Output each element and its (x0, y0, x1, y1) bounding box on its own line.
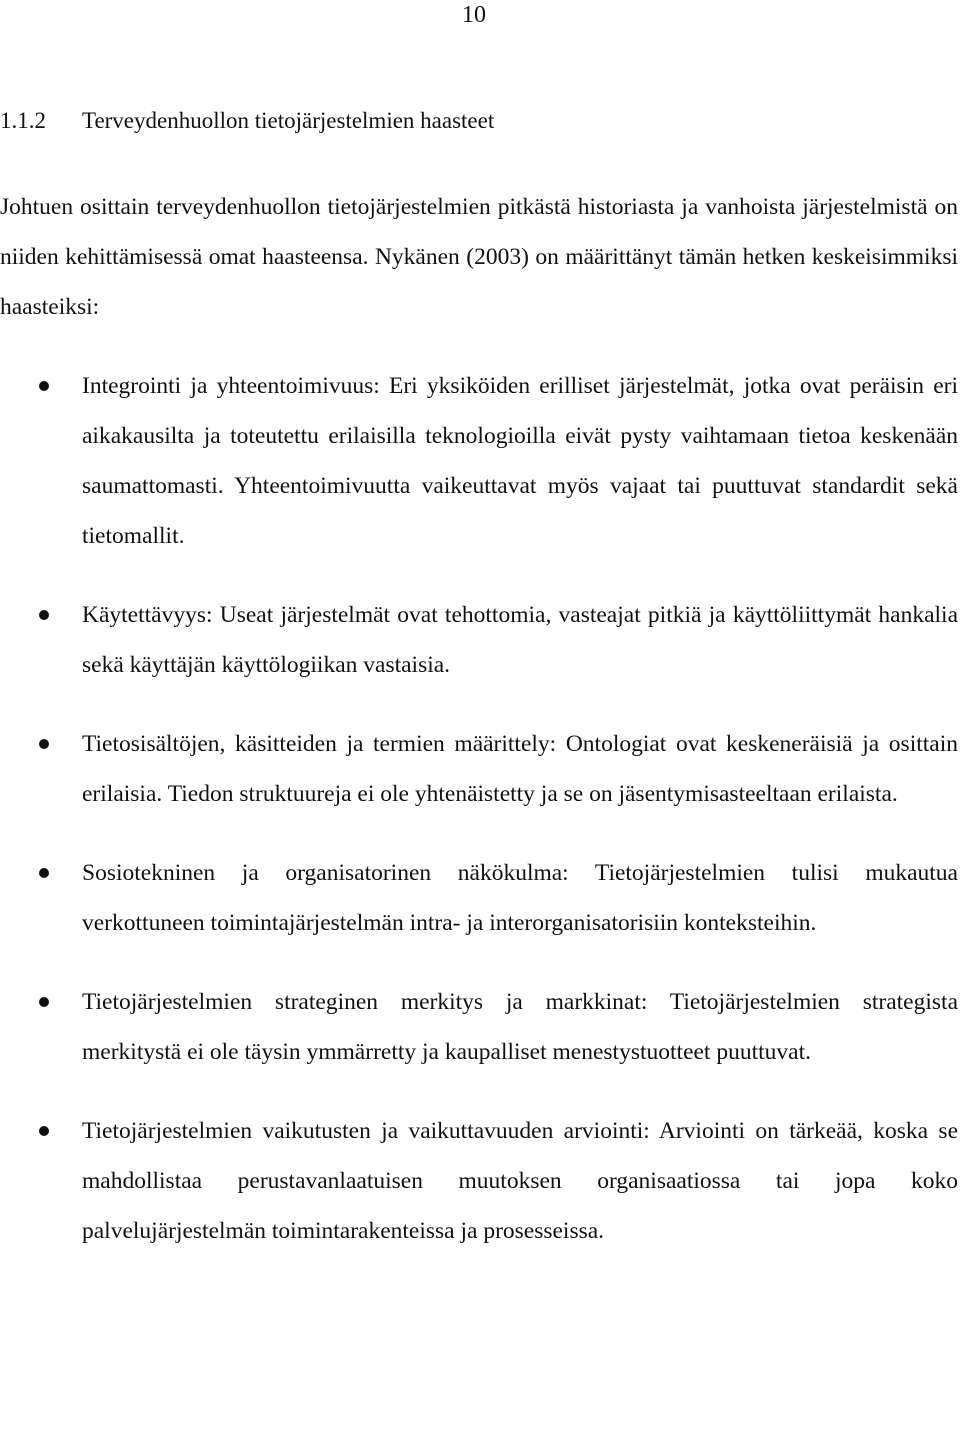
list-item-text: Tietojärjestelmien vaikutusten ja vaikuttavuuden arviointi: Arviointi on tärkeää, koska se mahdollistaa perustavanlaatuisen muutoksen organisaatiossa tai jopa koko palvelujärjestelmän toimintarakenteissa ja prosesseissa. (82, 1118, 958, 1244)
list-item-text: Tietosisältöjen, käsitteiden ja termien määrittely: Ontologiat ovat keskeneräisiä ja osittain erilaisia. Tiedon struktuureja ei ole yhtenäistetty ja se on jäsentymisasteeltaan erilaista. (82, 731, 958, 807)
section-title: Terveydenhuollon tietojärjestelmien haasteet (82, 108, 495, 133)
list-item-text: Sosiotekninen ja organisatorinen näkökulma: Tietojärjestelmien tulisi mukautua verkottuneen toimintajärjestelmän intra- ja interorganisatorisiin konteksteihin. (82, 860, 958, 936)
bullet-icon (39, 868, 49, 878)
list-item-text: Käytettävyys: Useat järjestelmät ovat tehottomia, vasteajat pitkiä ja käyttöliittymät hankalia sekä käyttäjän käyttölogiikan vastaisia. (82, 602, 958, 678)
bullet-icon (39, 997, 49, 1007)
list-item (0, 977, 958, 1077)
page-number: 10 (462, 2, 486, 28)
section-number: 1.1.2 (0, 108, 46, 133)
bullet-icon (39, 739, 49, 749)
bullet-icon (39, 1126, 49, 1136)
section-heading (0, 106, 494, 136)
list-item (0, 590, 958, 690)
list-item (0, 848, 958, 948)
list-item-text: Integrointi ja yhteentoimivuus: Eri yksiköiden erilliset järjestelmät, jotka ovat peräisin eri aikakausilta ja toteutettu erilaisilla teknologioilla eivät pysty vaihtamaan tietoa keskenään saumattomasti. Yhteentoimivuutta vaikeuttavat myös vajaat tai puuttuvat standardit sekä tietomallit. (82, 373, 958, 549)
bullet-icon (39, 381, 49, 391)
bullet-icon (39, 610, 49, 620)
list-item (0, 361, 958, 561)
list-item (0, 719, 958, 819)
list-item (0, 1106, 958, 1256)
list-item-text: Tietojärjestelmien strateginen merkitys ja markkinat: Tietojärjestelmien strategista merkitystä ei ole täysin ymmärretty ja kaupalliset menestystuotteet puuttuvat. (82, 989, 958, 1065)
challenge-list (0, 361, 958, 1256)
intro-paragraph: Johtuen osittain terveydenhuollon tietojärjestelmien pitkästä historiasta ja vanhoista järjestelmistä on niiden kehittämisessä omat haasteensa. Nykänen (2003) on määrittänyt tämän hetken keskeisimmiksi haasteiksi: (0, 194, 958, 320)
